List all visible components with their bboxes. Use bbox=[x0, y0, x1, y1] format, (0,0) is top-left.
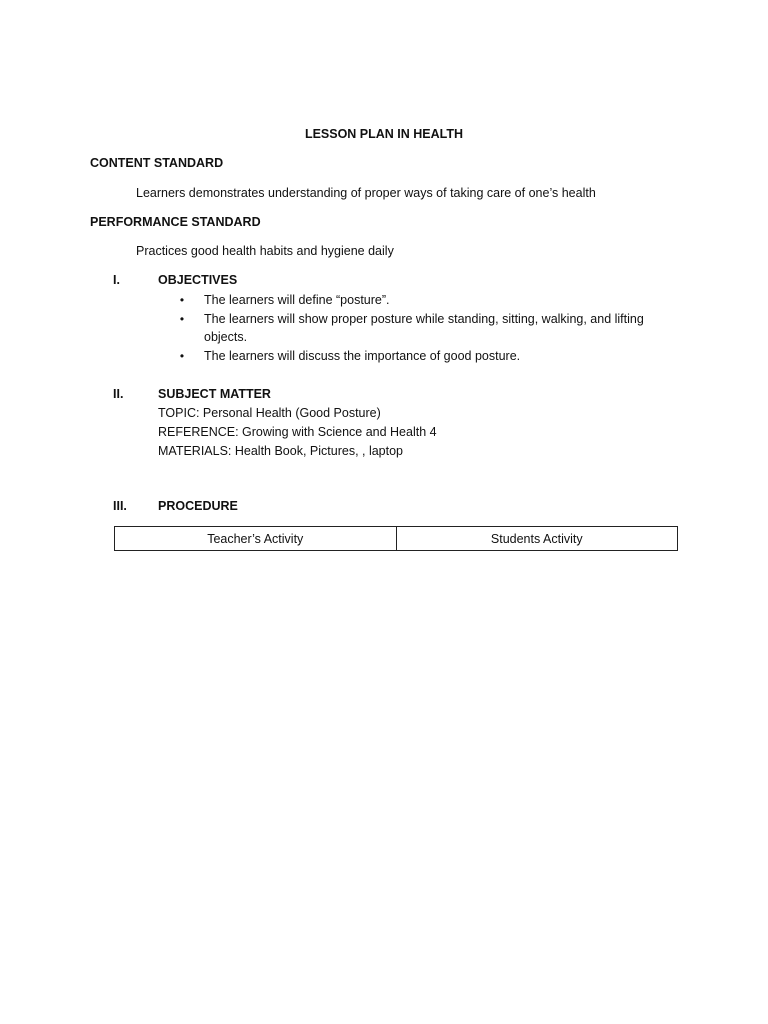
performance-standard-text: Practices good health habits and hygiene daily bbox=[136, 244, 394, 258]
objectives-numeral: I. bbox=[113, 273, 120, 287]
objective-item: The learners will define “posture”. bbox=[204, 293, 390, 307]
subject-matter-topic: TOPIC: Personal Health (Good Posture) bbox=[158, 406, 381, 420]
content-standard-text: Learners demonstrates understanding of proper ways of taking care of one’s health bbox=[136, 186, 596, 200]
objective-item: The learners will show proper posture while standing, sitting, walking, and lifting bbox=[204, 312, 644, 326]
performance-standard-heading: PERFORMANCE STANDARD bbox=[90, 215, 261, 229]
subject-matter-reference: REFERENCE: Growing with Science and Health 4 bbox=[158, 425, 437, 439]
subject-matter-materials: MATERIALS: Health Book, Pictures, , laptop bbox=[158, 444, 404, 458]
bullet-icon: • bbox=[179, 349, 185, 363]
procedure-table bbox=[114, 526, 678, 551]
objective-item: The learners will discuss the importance of good posture. bbox=[204, 349, 521, 363]
bullet-icon: • bbox=[179, 293, 185, 307]
teacher-activity-header: Teacher’s Activity bbox=[115, 527, 397, 551]
bullet-icon: • bbox=[179, 312, 185, 326]
objective-item-continuation: objects. bbox=[204, 330, 248, 344]
table-row bbox=[115, 527, 678, 551]
procedure-numeral: III. bbox=[113, 499, 127, 513]
objectives-heading: OBJECTIVES bbox=[158, 273, 238, 287]
subject-matter-heading: SUBJECT MATTER bbox=[158, 387, 271, 401]
content-standard-heading: CONTENT STANDARD bbox=[90, 156, 224, 170]
document-title: LESSON PLAN IN HEALTH bbox=[304, 127, 464, 141]
subject-matter-numeral: II. bbox=[113, 387, 124, 401]
students-activity-header: Students Activity bbox=[396, 527, 678, 551]
procedure-heading: PROCEDURE bbox=[158, 499, 238, 513]
